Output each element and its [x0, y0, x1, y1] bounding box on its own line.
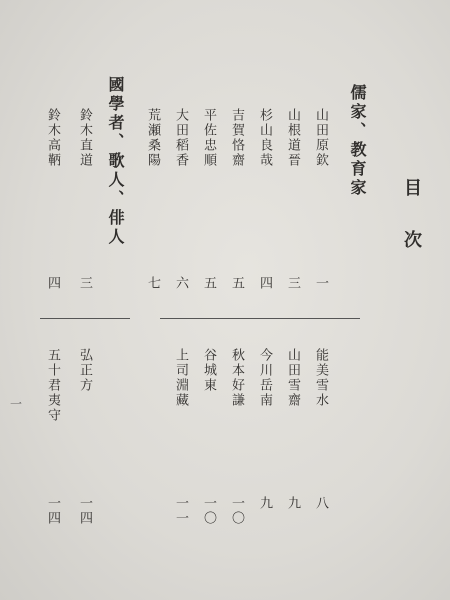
toc-entry-page: 六: [173, 276, 188, 291]
section-divider: [40, 318, 130, 319]
toc-entry-name: 秋本好謙: [229, 348, 244, 408]
toc-entry-page: 一一: [173, 496, 188, 526]
toc-entry-name: 五十君夷守: [45, 348, 60, 423]
page-title: 目次: [401, 178, 422, 282]
toc-entry-name: 大田稻香: [173, 108, 188, 168]
toc-entry-page: 七: [145, 276, 160, 291]
toc-entry-name: 杉山良哉: [257, 108, 272, 168]
toc-entry-page: 三: [285, 276, 300, 291]
toc-entry-name: 能美雪水: [313, 348, 328, 408]
toc-entry-page: 一: [313, 276, 328, 291]
section-heading-confucian: 儒家、教育家: [348, 84, 367, 198]
toc-entry-page: 三: [77, 276, 92, 291]
toc-entry-page: 一四: [45, 496, 60, 526]
toc-entry-name: 谷城東: [201, 348, 216, 393]
toc-entry-name: 山根道晉: [285, 108, 300, 168]
toc-entry-name: 鈴木高鞆: [45, 108, 60, 168]
toc-entry-page: 九: [257, 496, 272, 511]
toc-entry-page: 五: [229, 276, 244, 291]
toc-entry-page: 一〇: [229, 496, 244, 526]
margin-mark: 一: [10, 397, 23, 411]
section-divider: [160, 318, 360, 319]
toc-entry-page: 一四: [77, 496, 92, 526]
toc-entry-name: 上司淵藏: [173, 348, 188, 408]
toc-entry-name: 吉賀恪齋: [229, 108, 244, 168]
toc-entry-name: 荒瀬桑陽: [145, 108, 160, 168]
toc-entry-page: 一〇: [201, 496, 216, 526]
toc-entry-page: 四: [257, 276, 272, 291]
toc-entry-page: 九: [285, 496, 300, 511]
toc-entry-name: 鈴木直道: [77, 108, 92, 168]
toc-entry-page: 五: [201, 276, 216, 291]
toc-entry-name: 今川岳南: [257, 348, 272, 408]
section-heading-kokugaku: 國學者、歌人、俳人: [106, 76, 125, 247]
toc-entry-name: 平佐忠順: [201, 108, 216, 168]
toc-entry-page: 四: [45, 276, 60, 291]
toc-entry-name: 山田雪齋: [285, 348, 300, 408]
toc-entry-name: 弘正方: [77, 348, 92, 393]
toc-entry-page: 八: [313, 496, 328, 511]
toc-entry-name: 山田原欽: [313, 108, 328, 168]
